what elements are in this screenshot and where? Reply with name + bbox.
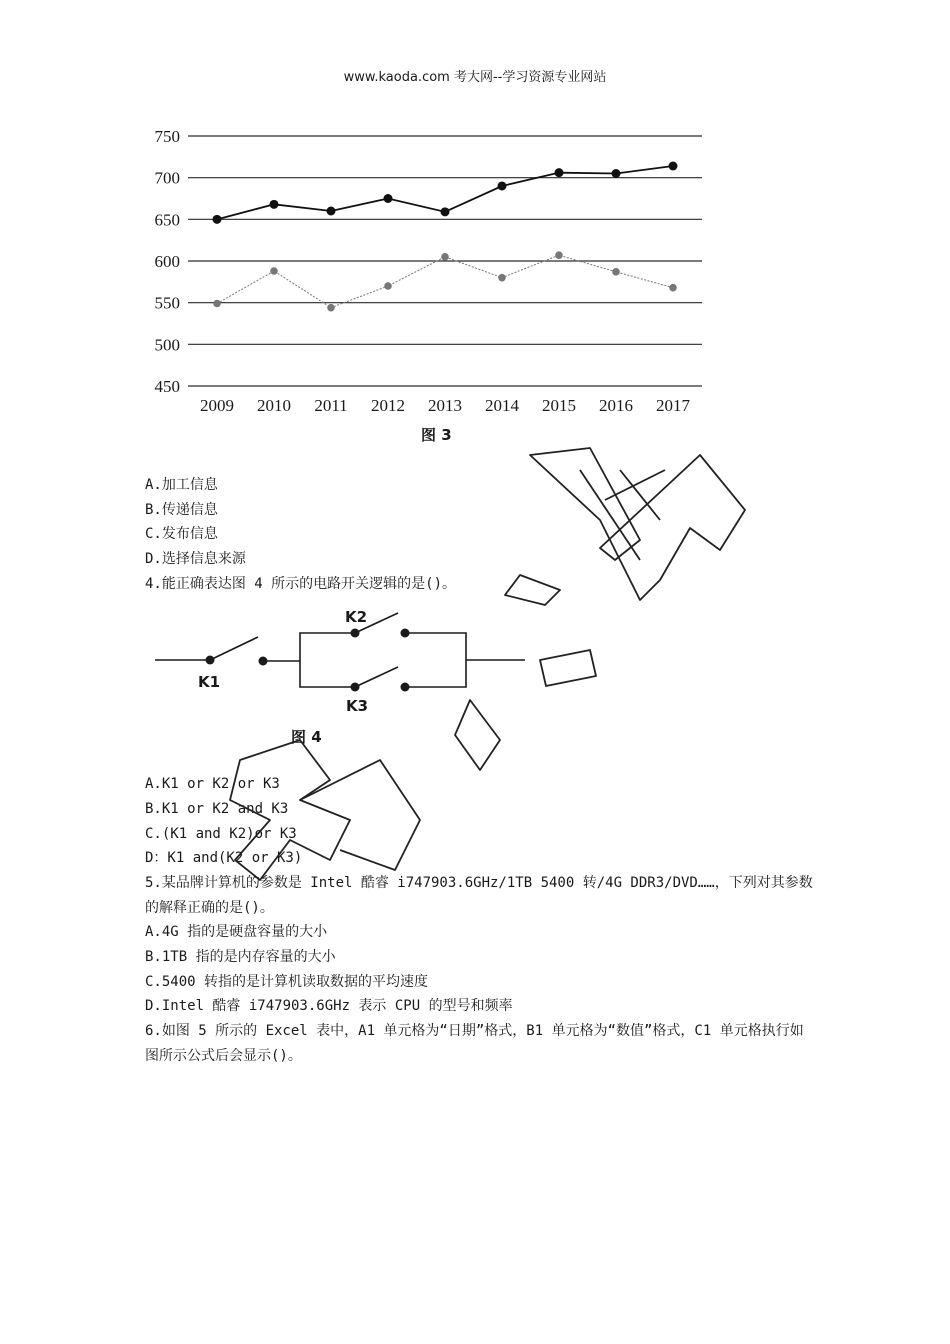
watermark-stroke-top (505, 575, 560, 605)
x-tick-label: 2016 (599, 396, 633, 415)
k1-contact-terminal (259, 657, 268, 666)
y-tick-label: 750 (154, 127, 180, 146)
parallel-branch-bottom (300, 661, 355, 687)
series-lower-point (441, 253, 449, 261)
y-tick-label: 650 (154, 210, 180, 230)
series-upper-point (555, 168, 564, 177)
y-tick-label: 700 (154, 168, 180, 188)
series-upper-point (384, 194, 393, 203)
series-lower-point (213, 300, 221, 308)
q3-option-a: A.加工信息 (145, 477, 218, 493)
k2-contact-terminal (401, 629, 410, 638)
q5-option-a: A.4G 指的是硬盘容量的大小 (145, 924, 328, 940)
k3-contact-terminal (401, 683, 410, 692)
x-tick-label: 2011 (314, 396, 348, 415)
series-upper-point (270, 200, 279, 209)
q4-option-d: D：K1 and(K2 or K3) (145, 850, 303, 866)
series-lower-point (612, 268, 620, 276)
q4-option-a: A.K1 or K2 or K3 (145, 776, 280, 792)
series-upper-point (441, 207, 450, 216)
x-tick-label: 2013 (428, 396, 462, 415)
site-header: www.kaoda.com 考大网--学习资源专业网站 (343, 70, 607, 85)
x-tick-label: 2010 (257, 396, 291, 415)
k2-pivot-terminal (351, 629, 360, 638)
figure-3-line-chart (140, 120, 720, 420)
watermark-stroke-inner (580, 470, 665, 560)
series-lower-point (384, 282, 392, 290)
x-tick-label: 2014 (485, 396, 519, 415)
series-upper-point (612, 169, 621, 178)
q5-option-b: B.1TB 指的是内存容量的大小 (145, 949, 336, 965)
y-tick-label: 550 (154, 293, 180, 313)
series-lower-point (270, 267, 278, 275)
x-tick-label: 2012 (371, 396, 405, 415)
k3-switch-blade (355, 667, 398, 687)
q4-option-b: B.K1 or K2 and K3 (145, 801, 289, 817)
y-tick-label: 500 (154, 335, 180, 355)
figure-4-caption: 图 4 (291, 728, 322, 746)
figure-3-caption: 图 3 (421, 426, 452, 444)
k1-label: K1 (198, 673, 221, 691)
series-upper-point (669, 162, 678, 171)
q3-option-b: B.传递信息 (145, 502, 218, 518)
watermark-stroke-kao-hook (300, 760, 420, 870)
parallel-branch-right (405, 633, 466, 687)
x-tick-label: 2015 (542, 396, 576, 415)
k1-switch-blade (210, 637, 258, 660)
q4-option-c: C.(K1 and K2)or K3 (145, 826, 297, 842)
series-lower-line (217, 255, 673, 308)
x-tick-label: 2017 (656, 396, 690, 415)
series-upper-point (213, 215, 222, 224)
q4-stem: 4.能正确表达图 4 所示的电路开关逻辑的是()。 (145, 576, 456, 592)
series-upper-point (498, 182, 507, 191)
parallel-branch-top (300, 633, 355, 661)
k1-pivot-terminal (206, 656, 215, 665)
k3-label: K3 (346, 697, 369, 715)
k3-pivot-terminal (351, 683, 360, 692)
y-tick-label: 600 (154, 252, 180, 271)
y-tick-label: 450 (154, 377, 180, 396)
figure-4-circuit-diagram (150, 605, 550, 755)
series-lower-point (327, 304, 335, 312)
q5-option-d: D.Intel 酷睿 i747903.6GHz 表示 CPU 的型号和频率 (145, 998, 513, 1014)
series-upper-point (327, 207, 336, 216)
q5-stem: 5.某品牌计算机的参数是 Intel 酷睿 i747903.6GHz/1TB 5400 转/4G DDR3/DVD……，下列对其参数的解释正确的是()。 (145, 875, 813, 916)
q3-option-d: D.选择信息来源 (145, 551, 246, 567)
series-lower-point (669, 284, 677, 292)
q6-stem: 6.如图 5 所示的 Excel 表中，A1 单元格为“日期”格式，B1 单元格为“数值”格式，C1 单元格执行如图所示公式后会显示()。 (145, 1023, 804, 1064)
k2-label: K2 (345, 608, 368, 626)
watermark-stroke-frame (530, 448, 745, 600)
q3-option-c: C.发布信息 (145, 526, 218, 542)
q5-option-c: C.5400 转指的是计算机读取数据的平均速度 (145, 974, 428, 990)
series-lower-point (498, 274, 506, 282)
series-lower-point (555, 251, 563, 259)
x-tick-label: 2009 (200, 396, 234, 415)
